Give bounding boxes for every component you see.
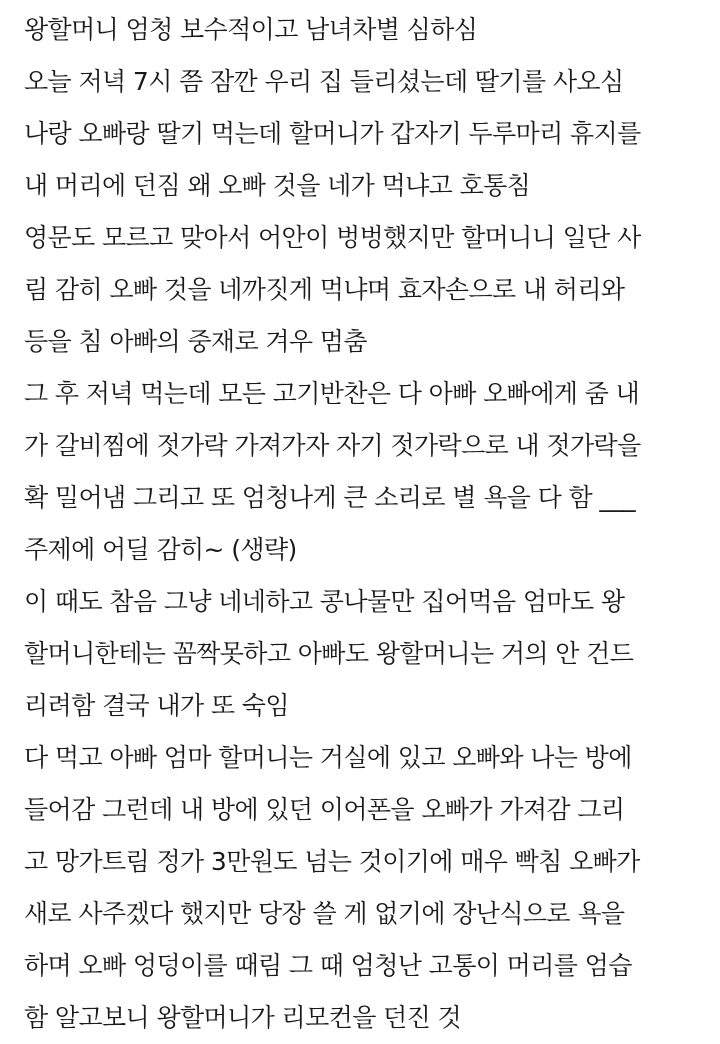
text-line-5: 영문도 모르고 맞아서 어안이 벙벙했지만 할머니니 일단 사 bbox=[24, 223, 641, 252]
text-line-18: 새로 사주겠다 했지만 당장 쓸 게 없기에 장난식으로 욕을 bbox=[24, 899, 625, 928]
text-line-11: 주제에 어딜 감히~ (생략) bbox=[24, 535, 297, 564]
text-line-15: 다 먹고 아빠 엄마 할머니는 거실에 있고 오빠와 나는 방에 bbox=[24, 743, 632, 772]
text-line-9: 가 갈비찜에 젓가락 가져가자 자기 젓가락으로 내 젓가락을 bbox=[24, 431, 641, 460]
text-line-4: 내 머리에 던짐 왜 오빠 것을 네가 먹냐고 호통침 bbox=[24, 171, 531, 200]
text-line-6: 림 감히 오빠 것을 네까짓게 먹냐며 효자손으로 내 허리와 bbox=[24, 275, 625, 304]
text-line-19: 하며 오빠 엉덩이를 때림 그 때 엄청난 고통이 머리를 엄습 bbox=[24, 951, 632, 980]
text-line-16: 들어감 그런데 내 방에 있던 이어폰을 오빠가 가져감 그리 bbox=[24, 795, 625, 824]
text-line-2: 오늘 저녁 7시 쯤 잠깐 우리 집 들리셨는데 딸기를 사오심 bbox=[24, 67, 624, 96]
text-line-3: 나랑 오빠랑 딸기 먹는데 할머니가 갑자기 두루마리 휴지를 bbox=[24, 119, 641, 148]
text-line-1: 왕할머니 엄청 보수적이고 남녀차별 심하심 bbox=[24, 15, 478, 44]
text-line-12: 이 때도 참음 그냥 네네하고 콩나물만 집어먹음 엄마도 왕 bbox=[24, 587, 625, 616]
text-line-20: 함 알고보니 왕할머니가 리모컨을 던진 것 bbox=[24, 1003, 462, 1032]
text-line-13: 할머니한테는 꼼짝못하고 아빠도 왕할머니는 거의 안 건드 bbox=[24, 639, 634, 668]
text-line-10: 확 밀어냄 그리고 또 엄청나게 큰 소리로 별 욕을 다 함 ___ bbox=[24, 483, 636, 512]
text-line-14: 리려함 결국 내가 또 숙임 bbox=[24, 691, 289, 720]
text-line-17: 고 망가트림 정가 3만원도 넘는 것이기에 매우 빡침 오빠가 bbox=[24, 847, 640, 876]
text-line-8: 그 후 저녁 먹는데 모든 고기반찬은 다 아빠 오빠에게 줌 내 bbox=[24, 379, 640, 408]
text-line-7: 등을 침 아빠의 중재로 겨우 멈춤 bbox=[24, 327, 367, 356]
